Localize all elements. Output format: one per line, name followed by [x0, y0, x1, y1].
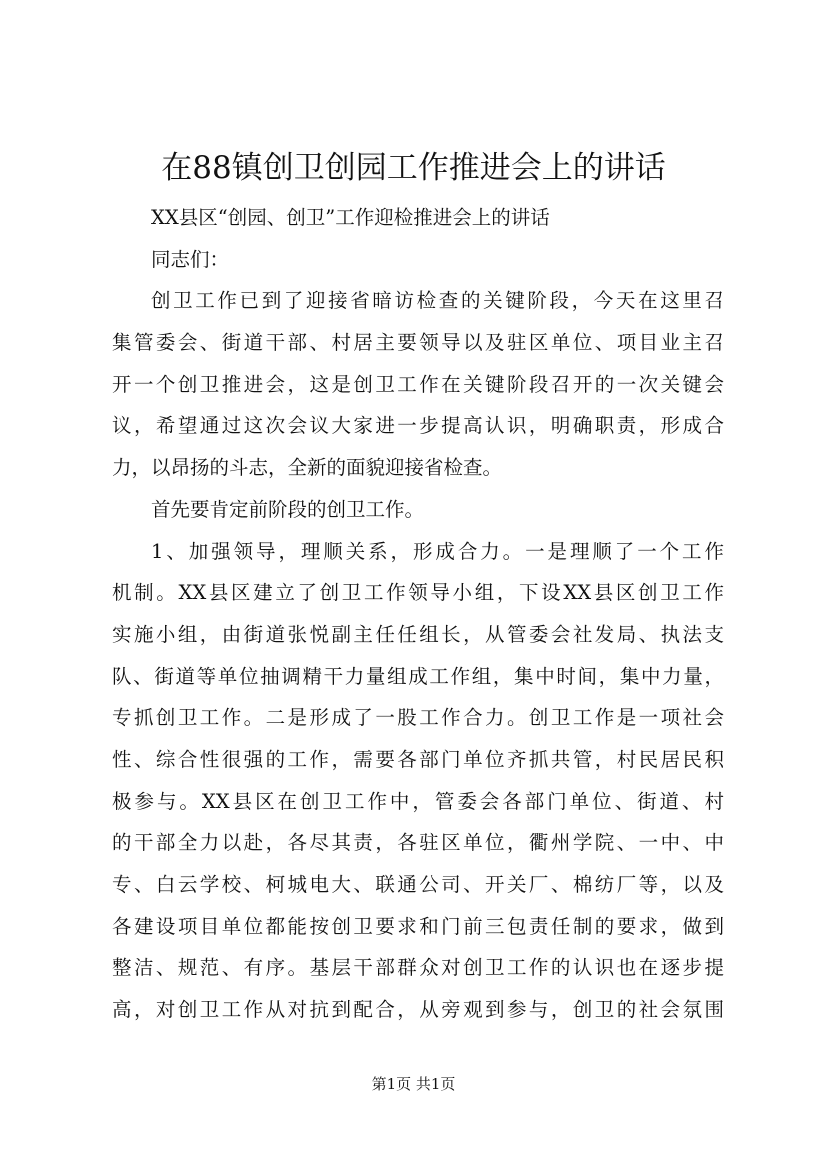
text-line: 开一个创卫推进会，这是创卫工作在关键阶段召开的一次关键会	[112, 372, 724, 396]
text-line: 极参与。XX县区在创卫工作中，管委会各部门单位、街道、村	[112, 789, 724, 813]
text-line: 专抓创卫工作。二是形成了一股工作合力。创卫工作是一项社会	[112, 706, 724, 730]
text-line: 实施小组，由街道张悦副主任任组长，从管委会社发局、执法支	[112, 622, 724, 646]
text-line: XX县区“创园、创卫”工作迎检推进会上的讲话	[151, 206, 550, 229]
text-line: 各建设项目单位都能按创卫要求和门前三包责任制的要求，做到	[112, 914, 724, 938]
text-line: 1、加强领导，理顺关系，形成合力。一是理顺了一个工作	[151, 539, 724, 563]
text-line: 创卫工作已到了迎接省暗访检查的关键阶段，今天在这里召	[151, 289, 724, 313]
document-body	[112, 197, 724, 1031]
text-line: 力，以昂扬的斗志，全新的面貌迎接省检查。	[112, 456, 503, 480]
text-line: 专、白云学校、柯城电大、联通公司、开关厂、棉纺厂等，以及	[112, 873, 724, 896]
text-line: 首先要肯定前阶段的创卫工作。	[151, 497, 425, 521]
text-line: 议，希望通过这次会议大家进一步提高认识，明确职责，形成合	[112, 414, 724, 438]
text-line: 的干部全力以赴，各尽其责，各驻区单位，衢州学院、一中、中	[112, 831, 724, 855]
text-line: 机制。XX县区建立了创卫工作领导小组，下设XX县区创卫工作	[112, 581, 724, 605]
text-line: 高，对创卫工作从对抗到配合，从旁观到参与，创卫的社会氛围	[112, 998, 724, 1022]
text-line: 集管委会、街道干部、村居主要领导以及驻区单位、项目业主召	[112, 331, 724, 355]
text-line: 性、综合性很强的工作，需要各部门单位齐抓共管，村民居民积	[112, 747, 724, 771]
text-line: 队、街道等单位抽调精干力量组成工作组，集中时间，集中力量，	[112, 664, 724, 688]
document-title: 在88镇创卫创园工作推进会上的讲话	[161, 150, 666, 186]
text-line: 整洁、规范、有序。基层干部群众对创卫工作的认识也在逐步提	[112, 956, 724, 980]
text-line: 同志们：	[151, 247, 230, 271]
page-footer: 第1页 共1页	[371, 1075, 456, 1093]
